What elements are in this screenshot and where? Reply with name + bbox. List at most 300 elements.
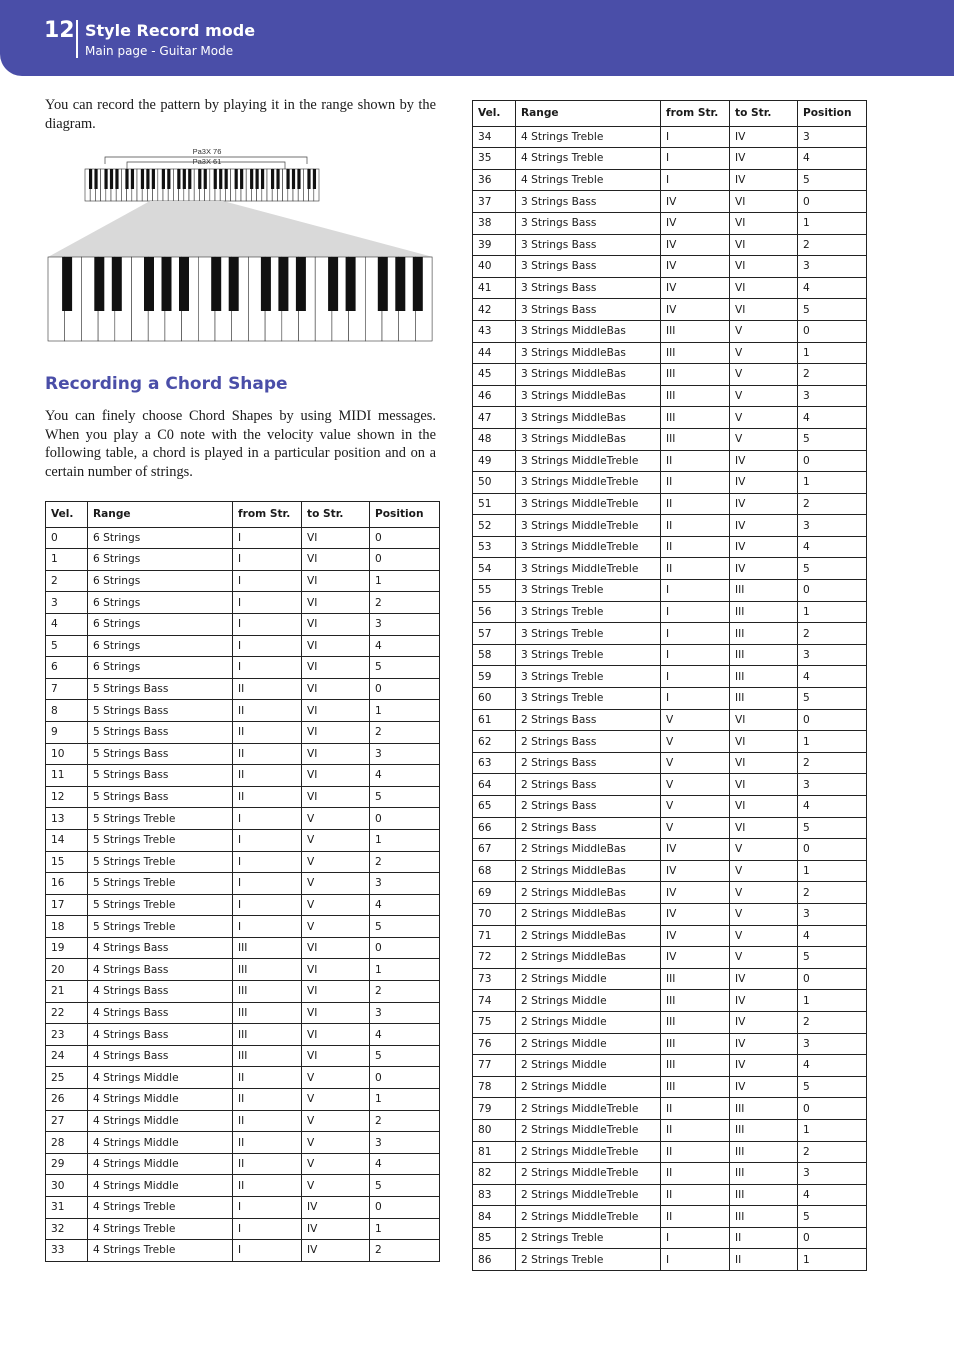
table-cell: 5 bbox=[370, 1045, 440, 1067]
table-cell: 4 Strings Bass bbox=[88, 1045, 233, 1067]
table-cell: III bbox=[661, 968, 730, 990]
table-cell: III bbox=[730, 580, 798, 602]
table-row bbox=[473, 1206, 867, 1228]
table-cell: 5 bbox=[798, 1076, 867, 1098]
table-cell: 1 bbox=[798, 1249, 867, 1271]
table-cell: 60 bbox=[473, 688, 516, 710]
table-cell: 0 bbox=[798, 450, 867, 472]
table-cell: 1 bbox=[798, 1119, 867, 1141]
table-cell: II bbox=[661, 450, 730, 472]
table-cell: 19 bbox=[46, 937, 88, 959]
table-cell: 72 bbox=[473, 947, 516, 969]
table-cell: 3 Strings Treble bbox=[516, 580, 661, 602]
table-cell: I bbox=[233, 570, 302, 592]
table-cell: 41 bbox=[473, 277, 516, 299]
table-cell: V bbox=[302, 1089, 370, 1111]
table-cell: III bbox=[730, 644, 798, 666]
page-number: 12 bbox=[44, 18, 75, 43]
table-cell: 2 Strings MiddleBas bbox=[516, 925, 661, 947]
table-row bbox=[473, 752, 867, 774]
table-cell: 4 Strings Treble bbox=[88, 1218, 233, 1240]
table-cell: 4 Strings Bass bbox=[88, 981, 233, 1003]
table-cell: 2 Strings MiddleBas bbox=[516, 882, 661, 904]
table-cell: 4 Strings Treble bbox=[88, 1240, 233, 1262]
table-cell: 61 bbox=[473, 709, 516, 731]
black-key bbox=[307, 169, 310, 189]
table-cell: III bbox=[661, 342, 730, 364]
table-cell: II bbox=[661, 515, 730, 537]
table-cell: 52 bbox=[473, 515, 516, 537]
table-cell: 1 bbox=[798, 342, 867, 364]
table-cell: IV bbox=[661, 277, 730, 299]
table-row bbox=[46, 1240, 440, 1262]
table-row bbox=[473, 493, 867, 515]
table-row bbox=[46, 549, 440, 571]
table-cell: IV bbox=[730, 536, 798, 558]
table-cell: 84 bbox=[473, 1206, 516, 1228]
table-cell: V bbox=[661, 709, 730, 731]
table-cell: III bbox=[661, 990, 730, 1012]
black-key bbox=[261, 169, 264, 189]
black-key bbox=[219, 169, 222, 189]
table-header-row bbox=[473, 101, 867, 127]
table-cell: V bbox=[661, 817, 730, 839]
black-key bbox=[235, 169, 238, 189]
table-row bbox=[473, 558, 867, 580]
table-cell: 10 bbox=[46, 743, 88, 765]
table-cell: 2 bbox=[798, 493, 867, 515]
table-cell: 2 Strings Bass bbox=[516, 796, 661, 818]
table-cell: 17 bbox=[46, 894, 88, 916]
table-cell: 4 Strings Treble bbox=[516, 169, 661, 191]
table-cell: I bbox=[661, 644, 730, 666]
table-cell: 48 bbox=[473, 428, 516, 450]
table-row bbox=[473, 320, 867, 342]
table-cell: V bbox=[661, 752, 730, 774]
table-cell: 70 bbox=[473, 903, 516, 925]
table-cell: 5 Strings Treble bbox=[88, 808, 233, 830]
table-cell: III bbox=[661, 1033, 730, 1055]
table-cell: V bbox=[730, 342, 798, 364]
table-cell: 3 Strings MiddleBas bbox=[516, 428, 661, 450]
table-cell: 3 Strings Bass bbox=[516, 277, 661, 299]
table-cell: 2 Strings Bass bbox=[516, 731, 661, 753]
table-cell: I bbox=[233, 592, 302, 614]
table-cell: 79 bbox=[473, 1098, 516, 1120]
table-cell: V bbox=[730, 428, 798, 450]
table-cell: IV bbox=[730, 169, 798, 191]
column-header: from Str. bbox=[233, 502, 302, 528]
chord-shape-table-part-1 bbox=[45, 501, 440, 1262]
table-cell: III bbox=[730, 688, 798, 710]
table-row bbox=[46, 916, 440, 938]
table-cell: 26 bbox=[46, 1089, 88, 1111]
table-cell: 2 Strings MiddleTreble bbox=[516, 1098, 661, 1120]
table-cell: 5 bbox=[798, 947, 867, 969]
table-cell: II bbox=[661, 1098, 730, 1120]
table-cell: 3 Strings Bass bbox=[516, 299, 661, 321]
table-cell: 45 bbox=[473, 364, 516, 386]
table-cell: 2 Strings Middle bbox=[516, 968, 661, 990]
column-header: Vel. bbox=[473, 101, 516, 127]
table-cell: 2 Strings Bass bbox=[516, 709, 661, 731]
table-row bbox=[46, 743, 440, 765]
table-row bbox=[473, 817, 867, 839]
black-key bbox=[214, 169, 217, 189]
black-key bbox=[162, 257, 172, 311]
table-cell: 1 bbox=[798, 731, 867, 753]
black-key bbox=[276, 169, 279, 189]
table-cell: VI bbox=[302, 635, 370, 657]
table-cell: VI bbox=[730, 234, 798, 256]
table-cell: 1 bbox=[370, 1089, 440, 1111]
table-cell: 4 bbox=[798, 536, 867, 558]
table-cell: II bbox=[661, 558, 730, 580]
table-cell: 59 bbox=[473, 666, 516, 688]
table-cell: I bbox=[661, 1227, 730, 1249]
table-cell: III bbox=[233, 1024, 302, 1046]
table-cell: III bbox=[661, 1011, 730, 1033]
black-key bbox=[144, 257, 154, 311]
table-row bbox=[473, 1119, 867, 1141]
table-cell: IV bbox=[730, 1011, 798, 1033]
table-cell: V bbox=[302, 1132, 370, 1154]
table-cell: 3 bbox=[798, 126, 867, 148]
table-cell: 83 bbox=[473, 1184, 516, 1206]
black-key bbox=[183, 169, 186, 189]
black-key bbox=[225, 169, 228, 189]
table-cell: 2 bbox=[798, 623, 867, 645]
table-cell: 3 bbox=[370, 1002, 440, 1024]
table-cell: 18 bbox=[46, 916, 88, 938]
table-cell: 75 bbox=[473, 1011, 516, 1033]
table-row bbox=[473, 212, 867, 234]
table-row bbox=[473, 299, 867, 321]
table-cell: 33 bbox=[46, 1240, 88, 1262]
table-cell: 5 bbox=[798, 169, 867, 191]
table-row bbox=[46, 1002, 440, 1024]
table-cell: I bbox=[233, 1218, 302, 1240]
table-row bbox=[473, 472, 867, 494]
table-cell: VI bbox=[302, 743, 370, 765]
table-row bbox=[46, 1089, 440, 1111]
table-cell: 8 bbox=[46, 700, 88, 722]
table-cell: 2 bbox=[370, 851, 440, 873]
table-row bbox=[473, 796, 867, 818]
table-cell: V bbox=[730, 860, 798, 882]
table-cell: II bbox=[233, 1089, 302, 1111]
table-row bbox=[46, 700, 440, 722]
table-cell: IV bbox=[730, 515, 798, 537]
table-cell: II bbox=[233, 1110, 302, 1132]
table-cell: V bbox=[302, 916, 370, 938]
table-cell: 82 bbox=[473, 1163, 516, 1185]
table-cell: VI bbox=[730, 774, 798, 796]
black-key bbox=[94, 169, 97, 189]
table-cell: VI bbox=[302, 678, 370, 700]
black-key bbox=[296, 257, 306, 311]
table-cell: IV bbox=[730, 1055, 798, 1077]
table-cell: V bbox=[302, 829, 370, 851]
table-row bbox=[473, 666, 867, 688]
black-key bbox=[395, 257, 405, 311]
column-header: Vel. bbox=[46, 502, 88, 528]
table-row bbox=[46, 873, 440, 895]
table-cell: 0 bbox=[798, 580, 867, 602]
table-cell: 0 bbox=[370, 1067, 440, 1089]
table-cell: 29 bbox=[46, 1153, 88, 1175]
table-cell: 30 bbox=[46, 1175, 88, 1197]
table-cell: 3 Strings Treble bbox=[516, 666, 661, 688]
table-cell: 5 Strings Treble bbox=[88, 916, 233, 938]
table-row bbox=[473, 860, 867, 882]
table-cell: VI bbox=[302, 700, 370, 722]
table-row bbox=[473, 364, 867, 386]
black-key bbox=[167, 169, 170, 189]
table-cell: 25 bbox=[46, 1067, 88, 1089]
black-key bbox=[278, 257, 288, 311]
table-row bbox=[473, 191, 867, 213]
table-cell: 2 bbox=[370, 981, 440, 1003]
table-cell: 3 Strings MiddleTreble bbox=[516, 450, 661, 472]
table-cell: III bbox=[661, 428, 730, 450]
table-cell: II bbox=[661, 1119, 730, 1141]
table-row bbox=[46, 721, 440, 743]
table-row bbox=[46, 851, 440, 873]
table-cell: 44 bbox=[473, 342, 516, 364]
table-cell: VI bbox=[302, 721, 370, 743]
table-cell: 1 bbox=[798, 990, 867, 1012]
table-cell: 3 Strings MiddleTreble bbox=[516, 515, 661, 537]
table-cell: IV bbox=[730, 968, 798, 990]
table-cell: 5 Strings Treble bbox=[88, 873, 233, 895]
table-cell: 58 bbox=[473, 644, 516, 666]
table-cell: 4 bbox=[370, 635, 440, 657]
table-cell: II bbox=[661, 472, 730, 494]
table-cell: 4 Strings Bass bbox=[88, 1002, 233, 1024]
full-keyboard bbox=[85, 169, 319, 201]
table-cell: V bbox=[302, 1153, 370, 1175]
table-cell: 1 bbox=[370, 570, 440, 592]
table-cell: 3 Strings MiddleBas bbox=[516, 407, 661, 429]
table-cell: IV bbox=[661, 256, 730, 278]
table-cell: III bbox=[661, 364, 730, 386]
table-cell: 5 bbox=[798, 817, 867, 839]
table-cell: 9 bbox=[46, 721, 88, 743]
table-cell: 3 bbox=[798, 644, 867, 666]
table-cell: VI bbox=[302, 959, 370, 981]
table-cell: 6 Strings bbox=[88, 570, 233, 592]
table-cell: IV bbox=[661, 234, 730, 256]
table-cell: V bbox=[730, 925, 798, 947]
table-cell: I bbox=[233, 894, 302, 916]
table-cell: 39 bbox=[473, 234, 516, 256]
table-cell: III bbox=[730, 1163, 798, 1185]
table-cell: 2 Strings Middle bbox=[516, 1055, 661, 1077]
table-cell: 4 Strings Middle bbox=[88, 1067, 233, 1089]
table-cell: 0 bbox=[370, 678, 440, 700]
table-row bbox=[473, 1141, 867, 1163]
table-cell: 2 Strings Middle bbox=[516, 990, 661, 1012]
black-key bbox=[115, 169, 118, 189]
table-cell: 4 Strings Bass bbox=[88, 1024, 233, 1046]
zoomed-keyboard bbox=[48, 257, 432, 341]
table-cell: IV bbox=[730, 450, 798, 472]
black-key bbox=[261, 257, 271, 311]
table-cell: IV bbox=[730, 558, 798, 580]
table-cell: 2 Strings Treble bbox=[516, 1249, 661, 1271]
table-cell: II bbox=[233, 721, 302, 743]
table-cell: III bbox=[661, 1076, 730, 1098]
table-cell: II bbox=[233, 678, 302, 700]
table-cell: VI bbox=[302, 786, 370, 808]
table-cell: 1 bbox=[370, 959, 440, 981]
table-cell: 69 bbox=[473, 882, 516, 904]
table-cell: 3 Strings Bass bbox=[516, 191, 661, 213]
table-cell: 2 bbox=[798, 882, 867, 904]
table-row bbox=[473, 385, 867, 407]
table-cell: 1 bbox=[370, 700, 440, 722]
table-cell: VI bbox=[730, 817, 798, 839]
table-cell: 68 bbox=[473, 860, 516, 882]
table-cell: IV bbox=[661, 839, 730, 861]
table-cell: 5 bbox=[46, 635, 88, 657]
table-cell: 2 bbox=[370, 592, 440, 614]
table-cell: 35 bbox=[473, 148, 516, 170]
table-cell: 3 Strings Treble bbox=[516, 601, 661, 623]
table-cell: 6 Strings bbox=[88, 592, 233, 614]
table-cell: 3 bbox=[798, 256, 867, 278]
chapter-subtitle: Main page - Guitar Mode bbox=[85, 44, 234, 58]
table-row bbox=[46, 786, 440, 808]
black-key bbox=[177, 169, 180, 189]
table-row bbox=[473, 990, 867, 1012]
table-row bbox=[473, 1184, 867, 1206]
table-cell: 46 bbox=[473, 385, 516, 407]
table-cell: 0 bbox=[798, 709, 867, 731]
table-row bbox=[46, 1153, 440, 1175]
table-cell: 37 bbox=[473, 191, 516, 213]
table-cell: 2 Strings MiddleTreble bbox=[516, 1119, 661, 1141]
column-header: to Str. bbox=[302, 502, 370, 528]
table-cell: VI bbox=[302, 527, 370, 549]
table-cell: 4 bbox=[798, 148, 867, 170]
table-cell: 2 Strings MiddleBas bbox=[516, 903, 661, 925]
table-cell: II bbox=[233, 1132, 302, 1154]
black-key bbox=[198, 169, 201, 189]
table-cell: 4 Strings Treble bbox=[516, 148, 661, 170]
table-cell: 3 Strings MiddleTreble bbox=[516, 536, 661, 558]
table-cell: II bbox=[661, 493, 730, 515]
table-cell: 5 bbox=[798, 1206, 867, 1228]
table-row bbox=[473, 169, 867, 191]
table-cell: 86 bbox=[473, 1249, 516, 1271]
table-row bbox=[46, 1218, 440, 1240]
table-cell: VI bbox=[302, 1002, 370, 1024]
table-cell: III bbox=[730, 666, 798, 688]
table-row bbox=[473, 148, 867, 170]
page-header bbox=[0, 0, 954, 76]
table-row bbox=[473, 601, 867, 623]
table-cell: 6 Strings bbox=[88, 527, 233, 549]
table-cell: VI bbox=[302, 937, 370, 959]
table-cell: 3 bbox=[370, 1132, 440, 1154]
table-cell: I bbox=[661, 601, 730, 623]
table-cell: VI bbox=[302, 592, 370, 614]
table-row bbox=[473, 688, 867, 710]
table-row bbox=[473, 342, 867, 364]
table-row bbox=[473, 536, 867, 558]
table-cell: 4 bbox=[370, 765, 440, 787]
table-cell: VI bbox=[302, 570, 370, 592]
table-cell: 5 bbox=[798, 688, 867, 710]
table-cell: 5 bbox=[798, 299, 867, 321]
table-cell: 57 bbox=[473, 623, 516, 645]
table-cell: VI bbox=[302, 981, 370, 1003]
table-cell: I bbox=[233, 635, 302, 657]
table-cell: 3 bbox=[798, 515, 867, 537]
table-cell: 5 Strings Treble bbox=[88, 851, 233, 873]
black-key bbox=[313, 169, 316, 189]
table-cell: I bbox=[661, 666, 730, 688]
table-cell: 0 bbox=[798, 1227, 867, 1249]
table-cell: 4 bbox=[798, 407, 867, 429]
section-paragraph: You can finely choose Chord Shapes by using MIDI messages. When you play a C0 note with the velocity value shown in the following table, a chord is played in a particular position and on a certain number of strings. bbox=[45, 408, 436, 480]
table-cell: 62 bbox=[473, 731, 516, 753]
table-cell: 31 bbox=[46, 1197, 88, 1219]
table-cell: I bbox=[661, 623, 730, 645]
table-cell: V bbox=[730, 839, 798, 861]
table-cell: 3 bbox=[370, 613, 440, 635]
table-row bbox=[473, 1011, 867, 1033]
table-cell: I bbox=[661, 1249, 730, 1271]
table-cell: 4 bbox=[798, 277, 867, 299]
table-cell: 66 bbox=[473, 817, 516, 839]
table-cell: II bbox=[233, 743, 302, 765]
table-cell: VI bbox=[730, 299, 798, 321]
table-cell: 3 Strings MiddleBas bbox=[516, 364, 661, 386]
table-cell: 4 bbox=[370, 894, 440, 916]
table-cell: II bbox=[233, 1153, 302, 1175]
table-cell: 2 Strings Middle bbox=[516, 1033, 661, 1055]
table-row bbox=[473, 428, 867, 450]
table-cell: VI bbox=[730, 256, 798, 278]
table-cell: 2 bbox=[798, 1141, 867, 1163]
table-cell: 3 bbox=[798, 385, 867, 407]
table-cell: 0 bbox=[798, 968, 867, 990]
table-cell: 3 bbox=[798, 1033, 867, 1055]
table-cell: 3 Strings MiddleBas bbox=[516, 320, 661, 342]
table-cell: 0 bbox=[370, 527, 440, 549]
table-cell: III bbox=[233, 937, 302, 959]
table-cell: III bbox=[233, 1002, 302, 1024]
table-cell: 5 bbox=[370, 916, 440, 938]
table-cell: 81 bbox=[473, 1141, 516, 1163]
table-cell: I bbox=[661, 688, 730, 710]
table-cell: 5 Strings Bass bbox=[88, 700, 233, 722]
table-cell: IV bbox=[730, 1076, 798, 1098]
black-key bbox=[204, 169, 207, 189]
table-cell: 0 bbox=[798, 839, 867, 861]
table-cell: 2 Strings MiddleBas bbox=[516, 860, 661, 882]
table-cell: 6 Strings bbox=[88, 549, 233, 571]
table-cell: 51 bbox=[473, 493, 516, 515]
table-row bbox=[46, 1175, 440, 1197]
table-cell: 4 Strings Bass bbox=[88, 959, 233, 981]
table-row bbox=[473, 1076, 867, 1098]
black-key bbox=[146, 169, 149, 189]
table-row bbox=[46, 894, 440, 916]
